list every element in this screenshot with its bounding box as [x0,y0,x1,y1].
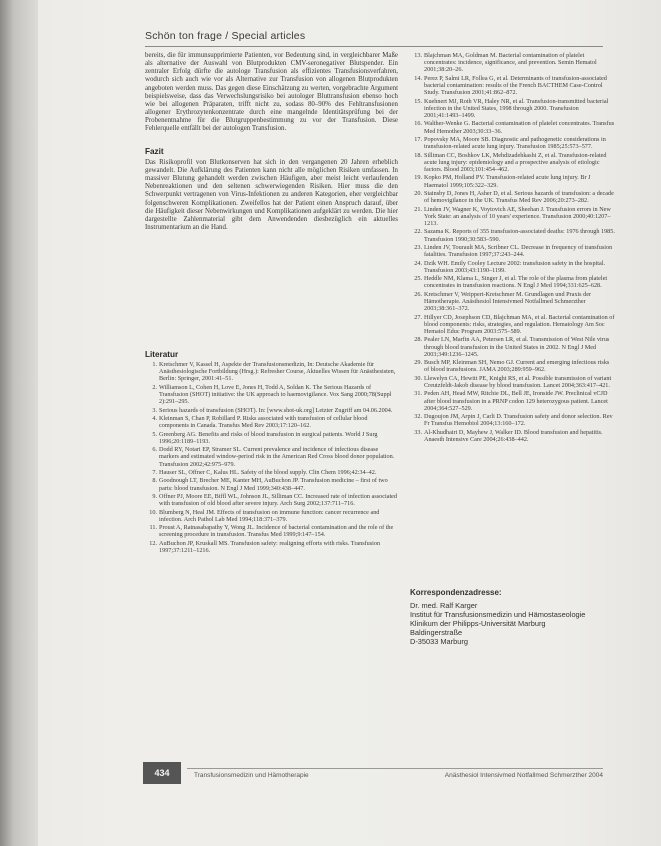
reference-item [410,260,615,274]
reference-item [145,493,398,507]
reference-number: 31. [414,390,422,398]
reference-number: 29. [414,359,422,367]
literature-heading: Literatur [145,350,179,359]
reference-text: Silliman CC, Boshkov LK, Mehdizadehkashi Z, et al. Transfusion-related acute lung injury: epidemiology and a prospective analysis of etiologic factors. Blood 2003;101:454–462. [424,151,607,173]
reference-number: 28. [414,336,422,344]
reference-text: Williamson L, Cohen H, Love E, Jones H, Todd A, Soldan K. The Serious Hazards of Transfusion (SHOT) initiative: the UK approach to haemovigilance. Vox Sang 2000;78(Suppl 2):291–295. [159,383,392,406]
reference-text: Busch MP, Kleinman SH, Nemo GJ. Current and emerging infectious risks of blood transfusions. JAMA 2003;289:959–962. [424,359,610,374]
reference-text: Greenberg AG. Benefits and risks of blood transfusion in surgical patients. World J Surg 1996;20:1189–1193. [159,430,378,445]
reference-text: Llewelyn CA, Hewitt PE, Knight RS, et al. Possible transmission of variant Creutzfeldt-Jakob disease by blood transfusion. Lancet 2004;363:417–421. [424,374,612,389]
reference-item [145,469,398,476]
reference-number: 15. [414,97,422,105]
reference-number: 6. [152,446,157,454]
fazit-heading: Fazit [145,146,164,156]
reference-item [410,244,615,258]
reference-item [410,228,615,242]
correspondence-clinic: Klinikum der Philipps-Universität Marburg [410,619,546,628]
reference-item [145,446,398,468]
reference-item [410,152,615,174]
reference-number: 17. [414,135,422,143]
reference-item [145,384,398,406]
reference-number: 30. [414,374,422,382]
reference-item [145,431,398,445]
footer-rule [187,768,603,769]
reference-item [145,361,398,383]
reference-number: 24. [414,259,422,267]
reference-text: Kopko PM, Holland PV. Transfusion-related acute lung injury. Br J Haematol 1999;105:322–329. [424,174,591,189]
reference-text: Hauser SL, Offner C, Kalus HL. Safety of the blood supply. Clin Chem 1996;42:34–42. [159,468,377,476]
reference-item [410,314,615,336]
reference-text: Heddle NM, Klama L, Singer J, et al. The role of the plasma from platelet concentrates in transfusion reactions. N Engl J Med 1994;331:625–628. [424,275,608,290]
reference-text: Kretschmer V, Weippert-Kretschmer M. Grundlagen und Praxis der Hämotherapie. Anästhesiol Intensivmed Notfallmed Schmerzther 2003;38:361–372. [424,290,592,313]
reference-number: 10. [149,508,157,516]
reference-text: Sazama K. Reports of 355 transfusion-associated deaths: 1976 through 1985. Transfusion 1990;30:583–590. [424,228,615,243]
running-head: Schön ton frage / Special articles [145,30,306,42]
reference-item [410,336,615,358]
reference-number: 7. [152,468,157,476]
reference-text: Serious hazards of transfusion (SHOT). In: [www.shot-uk.org] Letzter Zugriff am 04.06.2004. [159,406,393,414]
reference-text: Pealer LN, Marfin AA, Petersen LR, et al. Transmission of West Nile virus through blood transfusion in the United States in 2002. N Engl J Med 2003;349:1236–1245. [424,336,610,358]
reference-number: 32. [414,413,422,421]
reference-number: 33. [414,428,422,436]
reference-text: Perez P, Salmi LR, Follea G, et al. Determinants of transfusion-associated bacterial contamination: results of the French BACTHEM Case-Control Study. Transfusion 2001;41:862–872. [424,74,607,97]
reference-text: Dodd RY, Notari EP, Stramer SL. Current prevalence and incidence of infectious disease markers and estimated window-period risk in the American Red Cross blood donor population. Transfusion 2002;42:975–979. [159,446,395,468]
reference-text: Dzik WH. Emily Cooley Lecture 2002: transfusion safety in the hospital. Transfusion 2003;43:1190–1199. [424,259,606,274]
reference-text: Dugoujon JM, Arpin J, Carli D. Transfusion safety and donor selection. Rev Fr Transfus Hemobiol 2004;13:160–172. [424,413,613,428]
reference-item [410,359,615,373]
reference-item [145,540,398,554]
reference-number: 9. [152,492,157,500]
reference-item [145,509,398,523]
reference-item [410,136,615,150]
reference-number: 27. [414,313,422,321]
reference-text: AuBuchon JP, Kruskall MS. Transfusion safety: realigning efforts with risks. Transfusion 1997;37:1211–1216. [159,539,381,554]
reference-number: 26. [414,290,422,298]
reference-list-left [145,361,398,555]
reference-text: Offner PJ, Moore EE, Biffl WL, Johnson JL, Silliman CC. Increased rate of infection associated with transfusion of old blood after severe injury. Arch Surg 2002;137:711–716. [159,492,397,508]
reference-item [145,415,398,429]
correspondence-city: D-35033 Marburg [410,637,468,646]
header-rule [145,46,603,47]
reference-text: Linden JV, Tourault MA, Scribner CL. Decrease in frequency of transfusion fatalities. Transfusion 1997;37:243–244. [424,243,613,259]
reference-number: 12. [149,539,157,547]
reference-text: Kretschmer V, Kassel H, Aspekte der Transfusionsmedizin, In: Deutsche Akademie für Anästhesiologische Fortbildung (Hrsg.): Refresher Course, Aktuelles Wissen für Anästhesisten, Berlin: Springer, 2001:41–51. [159,361,396,383]
intro-paragraph: bereits, die für immunsupprimierte Patienten, vor Bedeutung sind, in vergleichbarer Maße als alternative der Auswahl von Blutprodukten CMV-seronegativer Blutspender. Ein zentraler Erfolg dürfte die autologe Transfusion als effizientes Transfusionsverfahren, wodurch sich auch wie vor als Alternative zur Transfusion von allogenen Blutprodukten angeboten werden muss. Das gegen diese Einschätzung zu werten, vorgebrachte Argument beispielsweise, dass das Verwechslungsrisiko bei autologer Bluttransfusion ebenso hoch wie bei allogenen Präparaten, trifft nicht zu, sodass 80–90% des Fehltransfusionen allogener Erythrozytenkonzentrate durch eine mangelnde Identitätsprüfung bei der Probenentnahme für die Blutgruppenbestimmung zu vor der Transfusion. Diese Fehlerquelle entfällt bei der autologen Transfusion. [145,52,398,133]
reference-item [410,52,615,74]
reference-number: 18. [414,151,422,159]
reference-text: Al-Khudhairi D, Mayhew J, Walker ID. Blood transfusion and hepatitis. Anaesth Intensive Care 2004;26:438–442. [424,428,603,443]
reference-item [145,407,398,414]
reference-text: Kuehnert MJ, Roth VR, Haley NR, et al. Transfusion-transmitted bacterial infection in the United States, 1998 through 2000. Transfusion 2001;41:1493–1499. [424,97,609,119]
reference-number: 20. [414,189,422,197]
reference-item [410,98,615,120]
reference-number: 4. [152,414,157,422]
reference-text: Hillyer CD, Josephson CD, Blajchman MA, et al. Bacterial contamination of blood components: risks, strategies, and regulation. Hematology Am Soc Hematol Educ Program 2003:575–589. [424,313,615,335]
reference-item [410,190,615,204]
reference-number: 11. [149,524,157,532]
correspondence-heading: Korrespondenzadresse: [410,588,502,597]
reference-text: Kleinman S, Chan P, Robillard P. Risks associated with transfusion of cellular blood components in Canada. Transfus Med Rev 2003;17:120–162. [159,414,368,430]
reference-item [410,275,615,289]
reference-item [145,524,398,538]
reference-item [410,375,615,389]
reference-text: Peden AH, Head MW, Ritchie DL, Bell JE, Ironside JW. Preclinical vCJD after blood transfusion in a PRNP codon 129 heterozygous patient. Lancet 2004;364:527–529. [424,390,608,412]
reference-list-right [410,52,615,443]
reference-number: 8. [152,477,157,485]
reference-number: 14. [414,74,422,82]
reference-text: Goodnough LT, Brecher ME, Kanter MH, AuBuchon JP. Transfusion medicine – first of two parts: blood transfusion. N Engl J Med 1999;340:438–447. [159,477,388,492]
reference-item [410,120,615,134]
reference-number: 5. [152,430,157,438]
reference-number: 3. [152,406,157,414]
reference-number: 22. [414,228,422,236]
reference-text: Popovsky MA, Moore SB. Diagnostic and pathogenetic considerations in transfusion-related acute lung injury. Transfusion 1985;25:573–577. [424,135,606,151]
correspondence-block [410,588,615,646]
reference-item [410,174,615,188]
left-text-column [145,52,398,232]
reference-text: Proust A, Ratnasabapathy Y, Wong JL. Incidence of bacterial contamination and the role of the screening procedure in transfusion. Transfus Med 1999;9:147–154. [159,524,394,539]
reference-item [410,291,615,313]
reference-number: 21. [414,205,422,213]
reference-number: 16. [414,120,422,128]
reference-item [410,390,615,412]
reference-item [410,429,615,443]
reference-text: Walther-Wenke G. Bacterial contamination of platelet concentrates. Transfus Med Hemother 2003;30:33–36. [424,120,615,135]
right-reference-column [410,52,615,444]
reference-number: 19. [414,174,422,182]
reference-number: 23. [414,243,422,251]
correspondence-institute: Institut für Transfusionsmedizin und Hämostaseologie [410,610,586,619]
reference-item [410,413,615,427]
reference-text: Blajchman MA, Goldman M. Bacterial contamination of platelet concentrates: incidence, significance, and prevention. Semin Hematol 2001;38:20–26. [424,52,597,74]
reference-item [145,477,398,491]
fazit-paragraph: Das Risikoprofil von Blutkonserven hat sich in den vergangenen 20 Jahren erheblich gewandelt. Die Aufklärung des Patienten kann nicht alle möglichen Risiken umfassen. In massiver Blutung gehandelt werden zwischen Häufigen, aber meist leicht verlaufenden Nebenreaktionen und den seltenen schwerwiegenden Risiken. Hier muss die den Schwerpunkt vertragenen von Virus-Infektionen zu anderen Kategorien, eher vergleichbar folgenschweren Komplikationen. Zweifellos hat der Patient einen Anspruch darauf, über die Häufigkeit dieser Nebenwirkungen und Komplikationen aufgeklärt zu werden. Die hier dargestellte Zahlenmaterial gibt dem Anwendenden diesbezüglich ein aktuelles Instrumentarium an die Hand. [145,158,398,231]
reference-text: Blumberg N, Heal JM. Effects of transfusion on immune function: cancer recurrence and infection. Arch Pathol Lab Med 1994;118:371–379. [159,508,380,523]
correspondence-street: Baldingerstraße [410,628,463,637]
reference-item [410,75,615,97]
page-number: 434 [143,762,181,784]
reference-item [410,206,615,228]
reference-text: Stainsby D, Jones H, Asher D, et al. Serious hazards of transfusion: a decade of hemovigilance in the UK. Transfus Med Rev 2006;20:273–282. [424,189,614,205]
reference-number: 13. [414,52,422,59]
reference-number: 1. [152,361,157,368]
reference-number: 2. [152,383,157,391]
footer-citation: Anästhesiol Intensivmed Notfallmed Schmerzther 2004 [444,772,603,779]
book-spine-shadow [0,0,38,846]
reference-text: Linden JV, Wagner K, Voytovich AE, Sheehan J. Transfusion errors in New York State: an analysis of 10 years' experience. Transfusion 2000;40:1207–1213. [424,205,611,227]
reference-number: 25. [414,275,422,283]
correspondence-name: Dr. med. Ralf Karger [410,601,478,610]
footer-journal: Transfusionsmedizin und Hämotherapie [194,772,309,779]
